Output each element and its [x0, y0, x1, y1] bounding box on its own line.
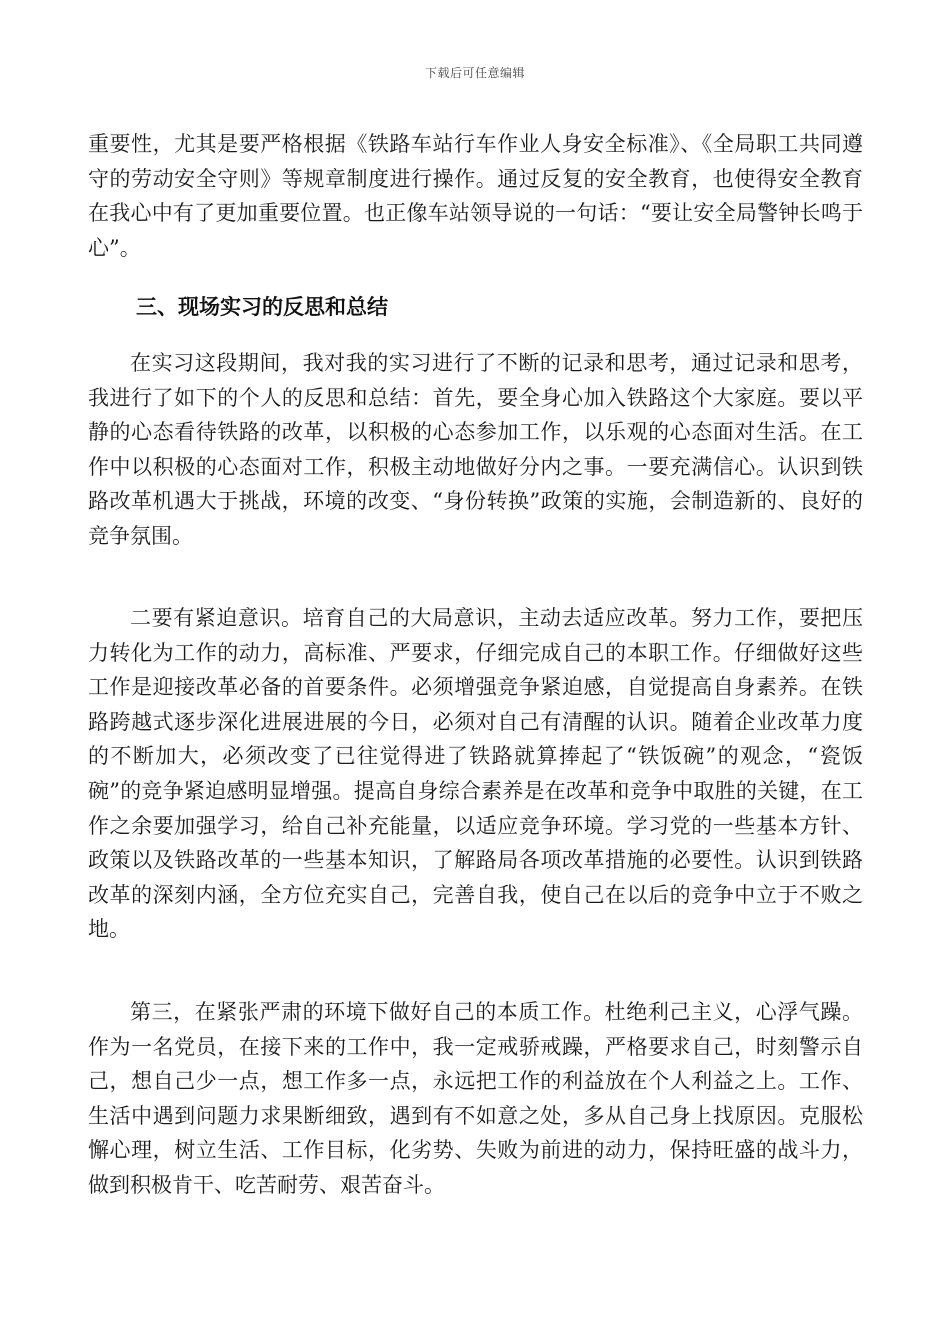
page-header-note: 下载后可任意编辑 [424, 66, 525, 80]
section-heading: 三、现场实习的反思和总结 [136, 295, 388, 319]
paragraph-urgency: 二要有紧迫意识。培育自己的大局意识，主动去适应改革。努力工作，要把压力转化为工作的动力，高标准、严要求，仔细完成自己的本职工作。仔细做好这些工作是迎接改革必备的首要条件。必须增强竞争紧迫感，自觉提高自身素养。在铁路跨越式逐步深化进展进展的今日，必须对自己有清醒的认识。随着企业改革力度的不断加大，必须改变了已往觉得进了铁路就算捧起了“铁饭碗”的观念，“瓷饭碗”的竞争紧迫感明显增强。提高自身综合素养是在改革和竞争中取胜的关键，在工作之余要加强学习，给自己补充能量，以适应竞争环境。学习党的一些基本方针、政策以及铁路改革的一些基本知识，了解路局各项改革措施的必要性。认识到铁路改革的深刻内涵，全方位充实自己，完善自我，使自己在以后的竞争中立于不败之地。 [88, 606, 863, 942]
paragraph-reflection-intro: 在实习这段期间，我对我的实习进行了不断的记录和思考，通过记录和思考，我进行了如下的个人的反思和总结：首先，要全身心加入铁路这个大家庭。要以平静的心态看待铁路的改革，以积极的心态参加工作，以乐观的心态面对生活。在工作中以积极的心态面对工作，积极主动地做好分内之事。一要充满信心。认识到铁路改革机遇大于挑战，环境的改变、“身份转换”政策的实施，会制造新的、良好的竞争氛围。 [88, 351, 863, 548]
paragraph-work-environment: 第三，在紧张严肃的环境下做好自己的本质工作。杜绝利己主义，心浮气躁。作为一名党员，在接下来的工作中，我一定戒骄戒躁，严格要求自己，时刻警示自己，想自己少一点，想工作多一点，永远把工作的利益放在个人利益之上。工作、生活中遇到问题力求果断细致，遇到有不如意之处，多从自己身上找原因。克服松懈心理，树立生活、工作目标，化劣势、失败为前进的动力，保持旺盛的战斗力，做到积极肯干、吃苦耐劳、艰苦奋斗。 [88, 1000, 863, 1197]
paragraph-safety-education: 重要性，尤其是要严格根据《铁路车站行车作业人身安全标准》、《全局职工共同遵守的劳动安全守则》等规章制度进行操作。通过反复的安全教育，也使得安全教育在我心中有了更加重要位置。也正像车站领导说的一句话：“要让安全局警钟长鸣于心”。 [88, 132, 863, 260]
